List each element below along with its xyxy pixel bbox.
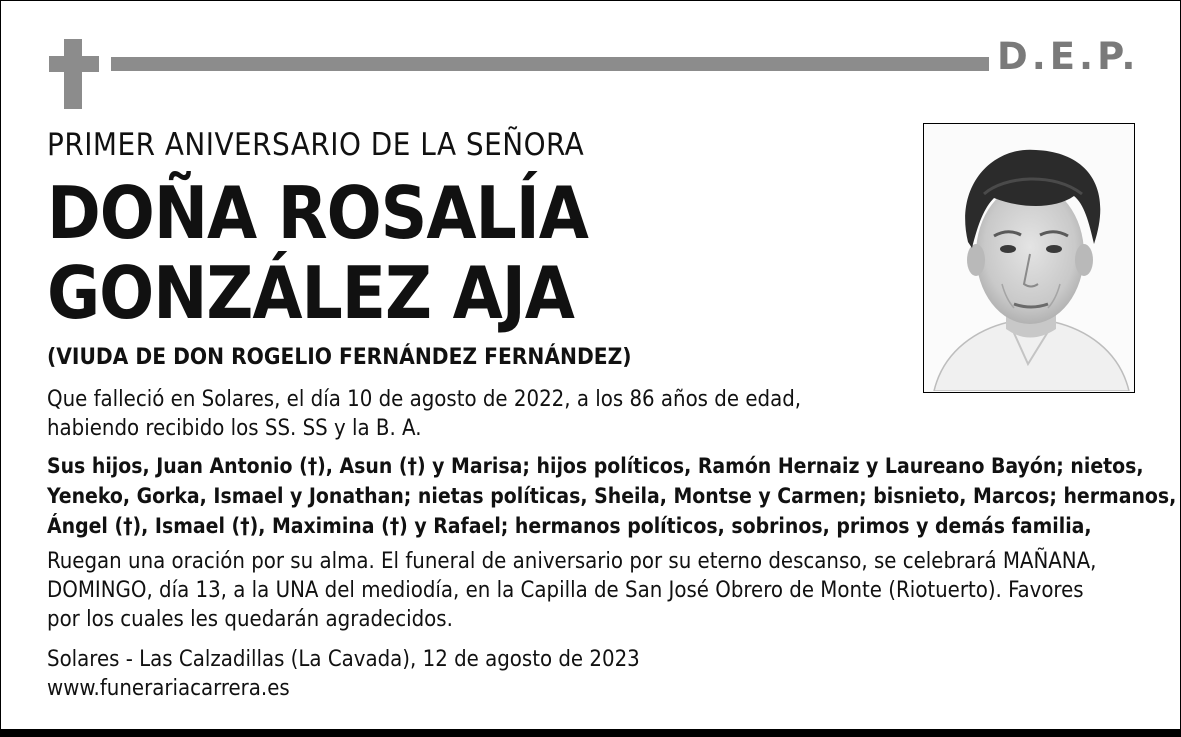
family-line-1: Sus hijos, Juan Antonio (†), Asun (†) y Marisa; hijos políticos, Ramón Hernaiz y Laureano Bayón; nietos, <box>47 454 1144 478</box>
service-line-1: Ruegan una oración por su alma. El funeral de aniversario por su eterno descanso, se celebrará MAÑANA, <box>47 549 1097 574</box>
service-line-2: DOMINGO, día 13, a la UNA del mediodía, en la Capilla de San José Obrero de Monte (Riotuerto). Favores <box>47 578 1084 603</box>
portrait-photo <box>923 123 1135 393</box>
death-line-2: habiendo recibido los SS. SS y la B. A. <box>47 416 422 441</box>
death-line-1: Que falleció en Solares, el día 10 de agosto de 2022, a los 86 años de edad, <box>47 387 802 412</box>
bottom-bar <box>1 729 1180 737</box>
deceased-name-line2: GONZÁLEZ AJA <box>47 251 574 335</box>
website-link[interactable]: www.funerariacarrera.es <box>47 676 290 701</box>
dep-label: D.E.P. <box>997 35 1140 78</box>
pretitle: PRIMER ANIVERSARIO DE LA SEÑORA <box>47 127 585 163</box>
cross-icon <box>49 39 99 109</box>
family-line-3: Ángel (†), Ismael (†), Maximina (†) y Rafael; hermanos políticos, sobrinos, primos y demás familia, <box>47 514 1092 538</box>
widow-of: (VIUDA DE DON ROGELIO FERNÁNDEZ FERNÁNDEZ) <box>47 344 632 370</box>
family-line-2: Yeneko, Gorka, Ismael y Jonathan; nietas políticas, Sheila, Montse y Carmen; bisnieto, Marcos; hermanos, <box>47 484 1177 508</box>
header-rule <box>111 57 989 71</box>
place-date: Solares - Las Calzadillas (La Cavada), 12 de agosto de 2023 <box>47 647 640 672</box>
deceased-name-line1: DOÑA ROSALÍA <box>47 171 588 255</box>
service-line-3: por los cuales les quedarán agradecidos. <box>47 607 453 632</box>
